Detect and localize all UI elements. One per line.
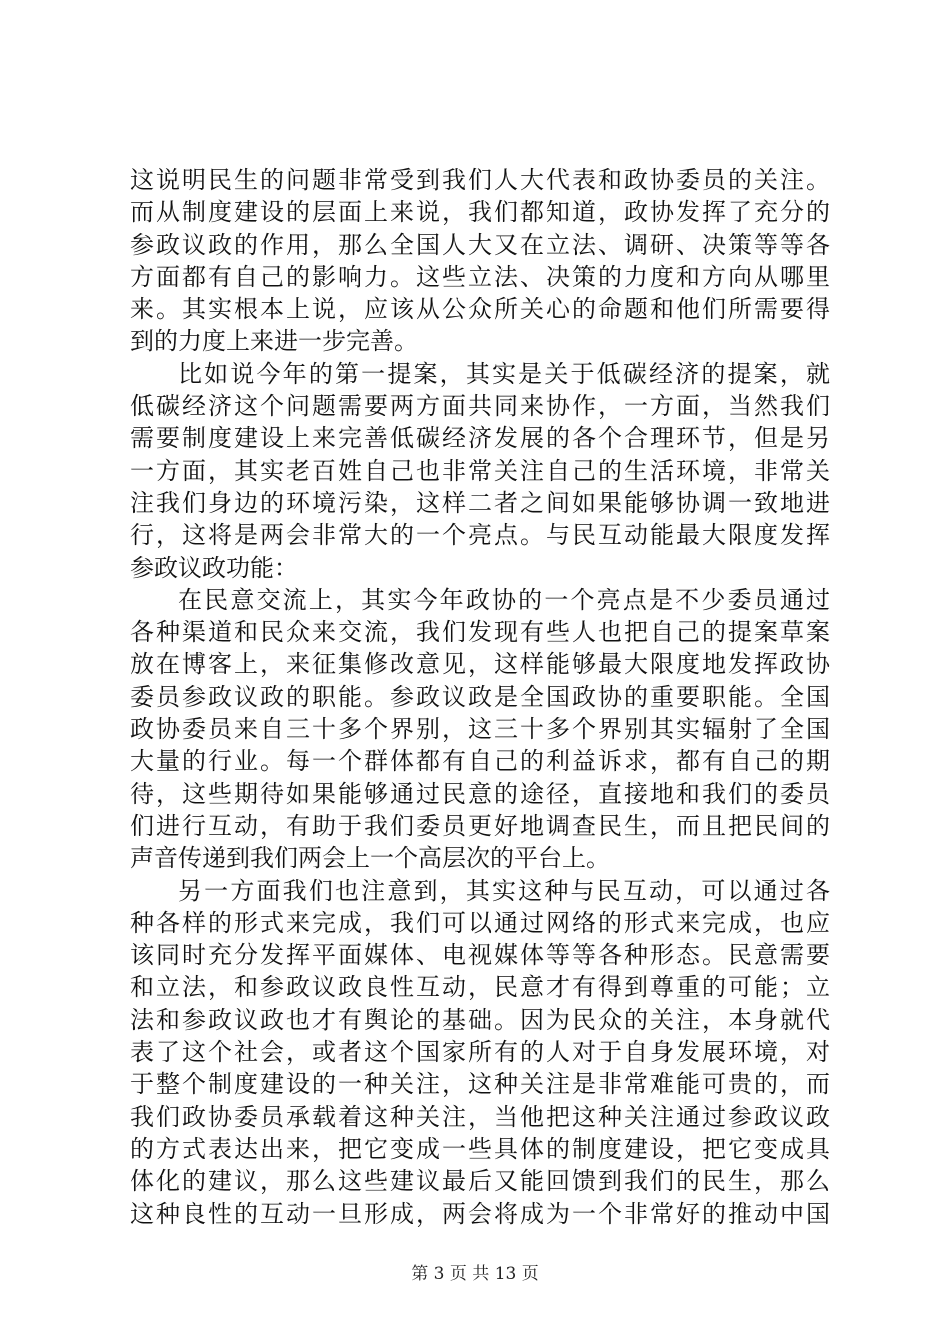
text-line: 大量的行业。每一个群体都有自己的利益诉求，都有自己的期 <box>130 747 830 776</box>
text-line: 这说明民生的问题非常受到我们人大代表和政协委员的关注。 <box>130 166 830 194</box>
text-line: 低碳经济这个问题需要两方面共同来协作，一方面，当然我们 <box>130 392 830 421</box>
document-body <box>130 164 830 1230</box>
text-line: 这种良性的互动一旦形成，两会将成为一个非常好的推动中国 <box>130 1199 830 1228</box>
paragraph <box>130 875 830 1230</box>
text-line: 在民意交流上，其实今年政协的一个亮点是不少委员通过 <box>178 585 830 614</box>
text-line: 的方式表达出来，把它变成一些具体的制度建设，把它变成具 <box>130 1134 830 1163</box>
text-line: 到的力度上来进一步完善。 <box>130 327 418 356</box>
paragraph <box>130 358 830 584</box>
paragraph <box>130 164 830 358</box>
text-line: 法和参政议政也才有舆论的基础。因为民众的关注，本身就代 <box>130 1005 830 1034</box>
text-line: 注我们身边的环境污染，这样二者之间如果能够协调一致地进 <box>130 488 830 517</box>
text-line: 方面都有自己的影响力。这些立法、决策的力度和方向从哪里 <box>130 262 830 291</box>
text-line: 待，这些期待如果能够通过民意的途径，直接地和我们的委员 <box>130 779 830 808</box>
text-line: 们进行互动，有助于我们委员更好地调查民生，而且把民间的 <box>130 811 830 840</box>
text-line: 表了这个社会，或者这个国家所有的人对于自身发展环境，对 <box>130 1038 830 1067</box>
text-line: 需要制度建设上来完善低碳经济发展的各个合理环节，但是另 <box>130 424 830 453</box>
text-line: 另一方面我们也注意到，其实这种与民互动，可以通过各 <box>178 876 830 905</box>
text-line: 体化的建议，那么这些建议最后又能回馈到我们的民生，那么 <box>130 1167 830 1196</box>
text-line: 比如说今年的第一提案，其实是关于低碳经济的提案，就 <box>178 359 830 388</box>
text-line: 种各样的形式来完成，我们可以通过网络的形式来完成，也应 <box>130 908 830 937</box>
text-line: 于整个制度建设的一种关注，这种关注是非常难能可贵的，而 <box>130 1070 830 1099</box>
text-line: 声音传递到我们两会上一个高层次的平台上。 <box>130 844 610 873</box>
text-line: 参政议政的作用，那么全国人大又在立法、调研、决策等等各 <box>130 230 830 259</box>
paragraph <box>130 584 830 875</box>
text-line: 行，这将是两会非常大的一个亮点。与民互动能最大限度发挥 <box>130 521 830 550</box>
text-line: 我们政协委员承载着这种关注，当他把这种关注通过参政议政 <box>130 1102 830 1131</box>
text-line: 政协委员来自三十多个界别，这三十多个界别其实辐射了全国 <box>130 715 830 744</box>
text-line: 而从制度建设的层面上来说，我们都知道，政协发挥了充分的 <box>130 198 830 227</box>
text-line: 一方面，其实老百姓自己也非常关注自己的生活环境，非常关 <box>130 456 830 485</box>
text-line: 和立法，和参政议政良性互动，民意才有得到尊重的可能；立 <box>130 973 830 1002</box>
page-footer: 第 3 页 共 13 页 <box>411 1264 539 1284</box>
text-line: 放在博客上，来征集修改意见，这样能够最大限度地发挥政协 <box>130 650 830 679</box>
text-line: 各种渠道和民众来交流，我们发现有些人也把自己的提案草案 <box>130 618 830 647</box>
text-line: 来。其实根本上说，应该从公众所关心的命题和他们所需要得 <box>130 295 830 324</box>
text-line: 委员参政议政的职能。参政议政是全国政协的重要职能。全国 <box>130 682 830 711</box>
text-line: 该同时充分发挥平面媒体、电视媒体等等各种形态。民意需要 <box>130 941 830 970</box>
text-line: 参政议政功能： <box>130 553 298 582</box>
